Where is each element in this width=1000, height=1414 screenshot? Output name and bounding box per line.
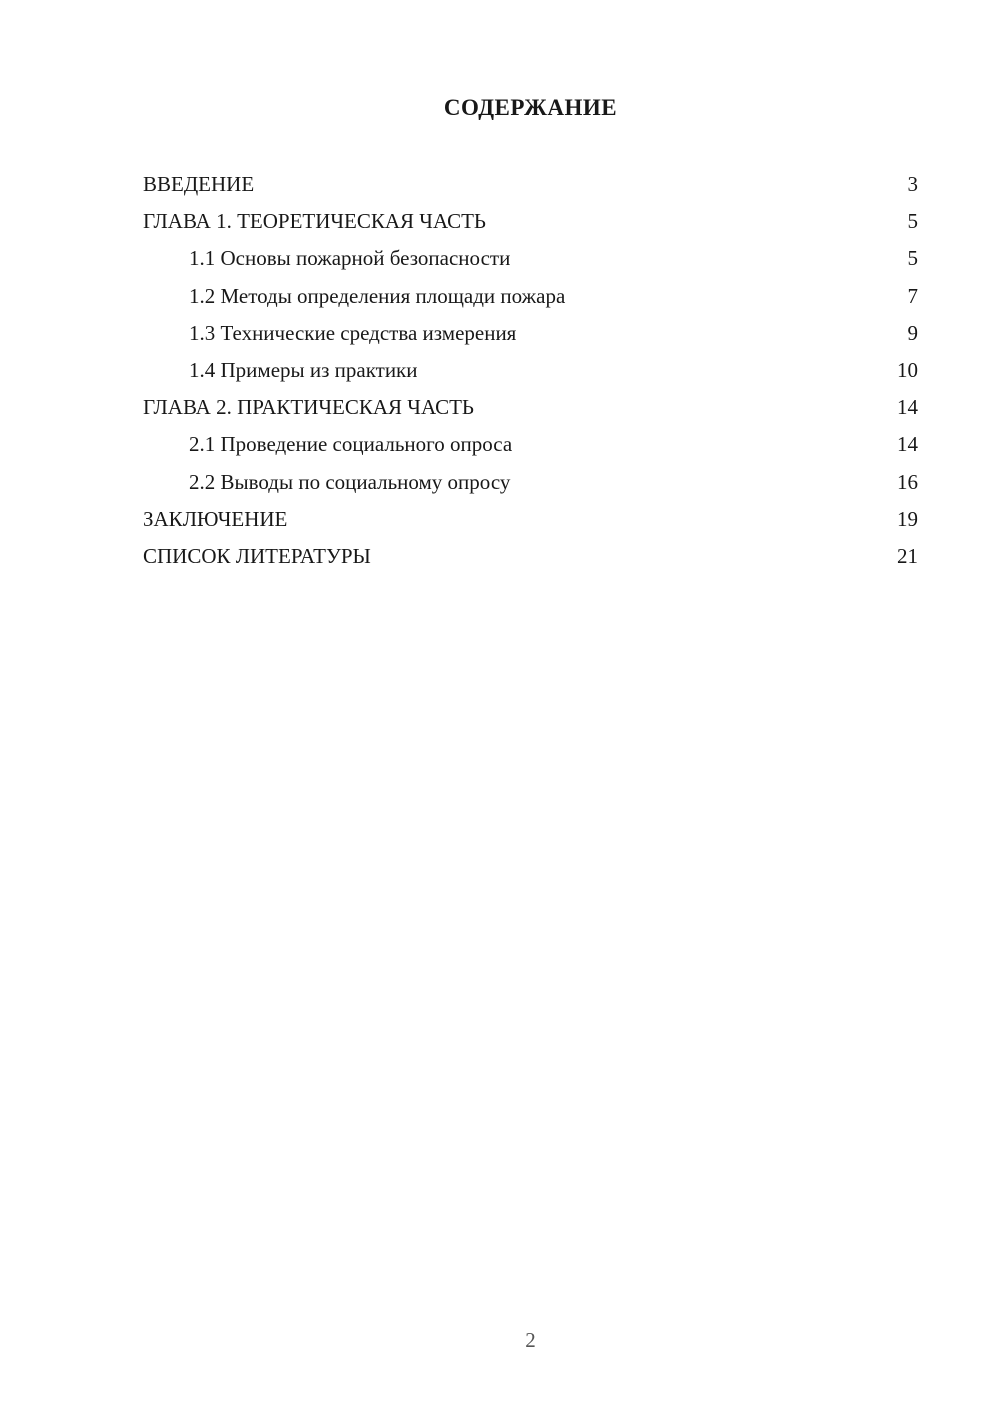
toc-entry-2-2: [143, 464, 918, 501]
toc-entry-label: 1.2 Методы определения площади пожара: [189, 283, 566, 308]
toc-entry-label: 1.1 Основы пожарной безопасности: [189, 246, 511, 271]
toc-entry-spisok-literatury: [143, 538, 918, 575]
toc-entry-page-number: 10: [897, 358, 918, 383]
toc-entry-1-3: [143, 315, 918, 352]
toc-entry-page-number: 19: [897, 506, 918, 531]
toc-entry-page-number: 14: [897, 432, 918, 457]
footer-page-number: 2: [525, 1328, 536, 1352]
toc-entry-1-2: [143, 278, 918, 315]
toc-entry-label: ГЛАВА 1. ТЕОРЕТИЧЕСКАЯ ЧАСТЬ: [143, 209, 486, 234]
toc-entry-label: 2.1 Проведение социального опроса: [189, 432, 513, 457]
toc-entry-zaklyuchenie: [143, 501, 918, 538]
toc-entry-label: ГЛАВА 2. ПРАКТИЧЕСКАЯ ЧАСТЬ: [143, 395, 474, 420]
toc-entry-1-4: [143, 352, 918, 389]
toc-entry-glava-2: [143, 389, 918, 426]
toc-entry-label: 2.2 Выводы по социальному опросу: [189, 469, 511, 494]
toc-entry-label: ЗАКЛЮЧЕНИЕ: [143, 506, 288, 531]
toc-entry-page-number: 21: [897, 544, 918, 569]
toc-entry-page-number: 5: [907, 246, 918, 271]
table-of-contents: [143, 166, 918, 575]
toc-entry-page-number: 14: [897, 395, 918, 420]
toc-entry-vvedenie: [143, 166, 918, 203]
toc-entry-2-1: [143, 426, 918, 463]
toc-entry-label: СПИСОК ЛИТЕРАТУРЫ: [143, 544, 371, 569]
toc-entry-page-number: 3: [907, 172, 918, 196]
toc-entry-page-number: 16: [897, 469, 918, 494]
toc-entry-glava-1: [143, 203, 918, 240]
toc-entry-page-number: 5: [907, 209, 918, 234]
page-title: СОДЕРЖАНИЕ: [443, 95, 618, 120]
toc-entry-label: ВВЕДЕНИЕ: [143, 172, 255, 196]
toc-entry-label: 1.4 Примеры из практики: [189, 358, 418, 383]
document-content: [0, 0, 1000, 575]
toc-entry-label: 1.3 Технические средства измерения: [189, 320, 517, 345]
toc-entry-page-number: 9: [907, 320, 918, 345]
toc-entry-page-number: 7: [907, 283, 918, 308]
toc-entry-1-1: [143, 240, 918, 277]
